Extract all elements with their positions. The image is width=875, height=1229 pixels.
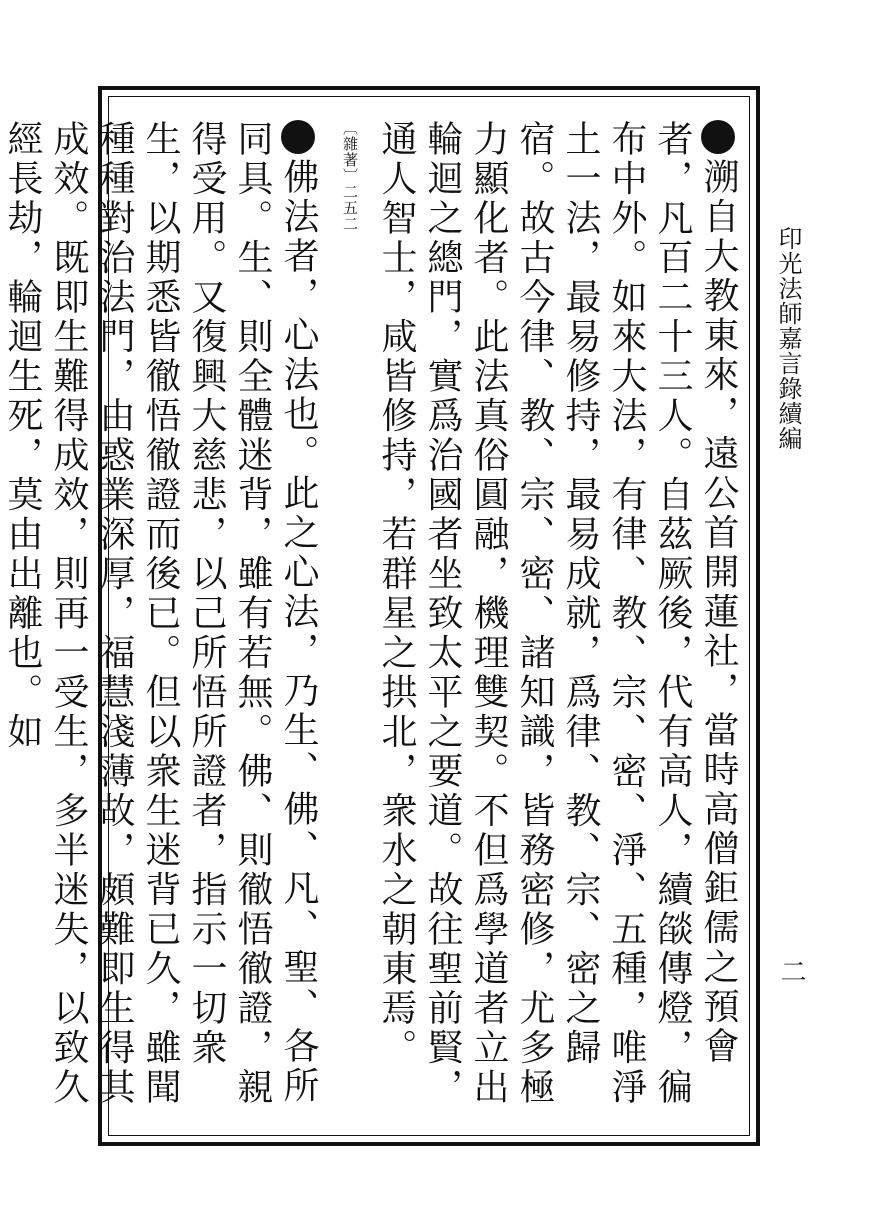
body-text bbox=[2, 120, 741, 1120]
bullet-icon bbox=[281, 120, 315, 154]
paragraph-2-text: 佛法者，心法也。此之心法，乃生、佛、凡、聖、各所同具。生、則全體迷背，雖有若無。佛、則徹悟徹證，親得受用。又復興大慈悲，以己所悟所證者，指示一切衆生，以期悉皆徹悟徹證而後已。但以衆生迷背已久，雖聞種種對治法門，由惑業深厚，福慧淺薄故，頗難即生得其成效。既即生難得成效，則再一受生，多半迷失，以致久經長劫，輪迴生死，莫由出離也。如 bbox=[2, 120, 319, 1108]
bullet-icon bbox=[701, 120, 735, 154]
paragraph-2 bbox=[0, 120, 321, 1120]
running-title: 印光法師嘉言錄續編 bbox=[774, 226, 802, 451]
source-note: 〔雜著〕二五二 bbox=[341, 120, 359, 232]
source-note-column bbox=[327, 120, 373, 1120]
paragraph-1 bbox=[373, 120, 741, 1120]
page-number: 二 bbox=[776, 958, 806, 984]
paragraph-1-text: 溯自大教東來，遠公首開蓮社，當時高僧鉅儒之預會者，凡百二十三人。自茲厥後，代有高人，續燄傳燈，徧布中外。如來大法，有律、教、宗、密、淨、五種，唯淨土一法，最易修持，最易成就，爲律、教、宗、密之歸宿。故古今律、教、宗、密、諸知識，皆務密修，尤多極力顯化者。此法真俗圓融，機理雙契。不但爲學道者立出輪迴之總門，實爲治國者坐致太平之要道。故往聖前賢，通人智士，咸皆修持，若群星之拱北，衆水之朝東焉。 bbox=[376, 120, 739, 1108]
